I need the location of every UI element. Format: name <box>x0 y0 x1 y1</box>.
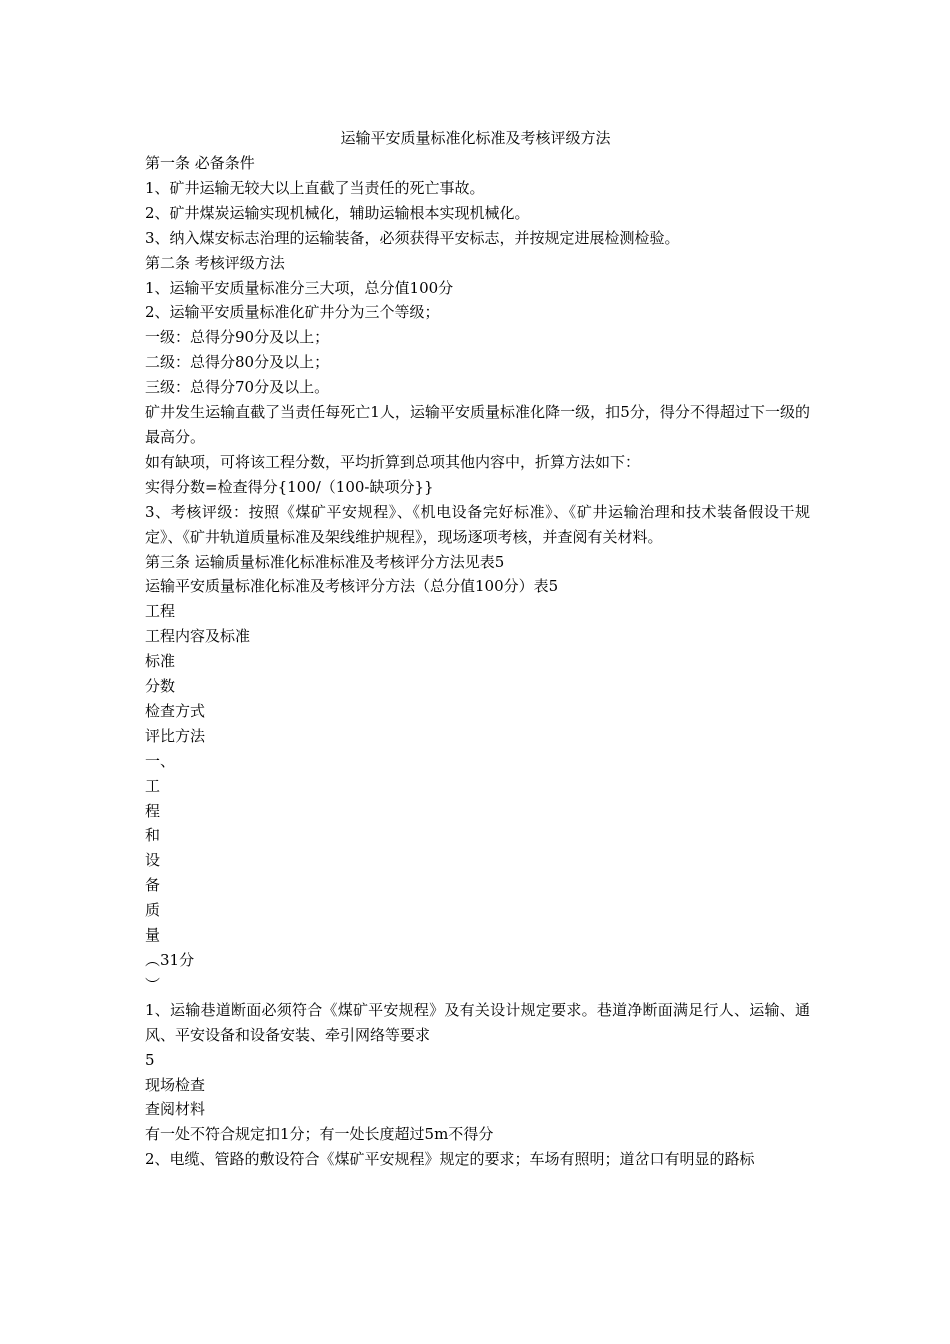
paragraph-line: 第二条 考核评级方法 <box>145 253 285 272</box>
paragraph-line: 1、矿井运输无较大以上直截了当责任的死亡事故。 <box>145 178 485 197</box>
paragraph-line: 二级：总得分80分及以上； <box>145 353 330 372</box>
paragraph-line: 和 <box>145 826 161 845</box>
paragraph-line: 查阅材料 <box>145 1100 206 1119</box>
paragraph-line: 设 <box>145 851 161 870</box>
paragraph-line: 2、矿井煤炭运输实现机械化，辅助运输根本实现机械化。 <box>145 203 530 222</box>
paragraph-line: 2、运输平安质量标准化矿井分为三个等级； <box>145 303 440 322</box>
paragraph-line: 工程 <box>145 602 176 621</box>
paragraph-line: 三级：总得分70分及以上。 <box>145 378 330 397</box>
paragraph-line: 3、考核评级：按照《煤矿平安规程》、《机电设备完好标准》、《矿井运输治理和技术装备假设干规定》、《矿井轨道质量标准及架线维护规程》，现场逐项考核，并查阅有关材料。 <box>145 502 810 546</box>
paragraph-line: 第三条 运输质量标准化标准标准及考核评分方法见表5 <box>145 552 505 571</box>
paragraph-line: 如有缺项，可将该工程分数，平均折算到总项其他内容中，折算方法如下： <box>145 452 641 471</box>
paragraph-line: 一级：总得分90分及以上； <box>145 328 330 347</box>
paragraph-line: 工程内容及标准 <box>145 627 251 646</box>
paragraph-line: 标准 <box>145 652 176 671</box>
paragraph-line: 5 <box>145 1050 155 1069</box>
paragraph-line: 第一条 必备条件 <box>145 154 255 172</box>
paragraph-line: ︵31分 <box>145 951 195 969</box>
paragraph-line: 1、运输巷道断面必须符合《煤矿平安规程》及有关设计规定要求。巷道净断面满足行人、运输、通风、平安设备和设备安装、牵引网络等要求 <box>145 1000 810 1044</box>
paragraph-line: ︶ <box>145 975 161 994</box>
paragraph-line: 2、电缆、管路的敷设符合《煤矿平安规程》规定的要求；车场有照明；道岔口有明显的路标 <box>145 1150 755 1169</box>
document-title: 运输平安质量标准化标准及考核评级方法 <box>340 129 611 147</box>
paragraph-line: 现场检查 <box>145 1075 206 1094</box>
paragraph-line: 1、运输平安质量标准分三大项，总分值100分 <box>145 278 454 297</box>
paragraph-line: 检查方式 <box>145 701 206 720</box>
paragraph-line: 运输平安质量标准化标准及考核评分方法（总分值100分）表5 <box>145 577 559 596</box>
paragraph-line: 实得分数=检查得分{100/（100-缺项分}} <box>145 477 434 496</box>
paragraph-line: 量 <box>145 926 161 945</box>
paragraph-line: 矿井发生运输直截了当责任每死亡1人，运输平安质量标准化降一级，扣5分，得分不得超过下一级的最高分。 <box>145 403 810 446</box>
paragraph-line: 工 <box>145 776 161 795</box>
paragraph-line: 程 <box>145 801 161 820</box>
paragraph-line: 3、纳入煤安标志治理的运输装备，必须获得平安标志，并按规定进展检测检验。 <box>145 228 680 247</box>
paragraph-line: 有一处不符合规定扣1分；有一处长度超过5m不得分 <box>145 1125 494 1144</box>
paragraph-line: 备 <box>145 876 161 895</box>
document-page <box>145 126 810 1172</box>
document-body <box>145 151 810 1172</box>
paragraph-line: 一、 <box>145 751 176 770</box>
paragraph-line: 质 <box>145 901 161 920</box>
paragraph-line: 分数 <box>145 677 176 696</box>
paragraph-line: 评比方法 <box>145 726 206 745</box>
